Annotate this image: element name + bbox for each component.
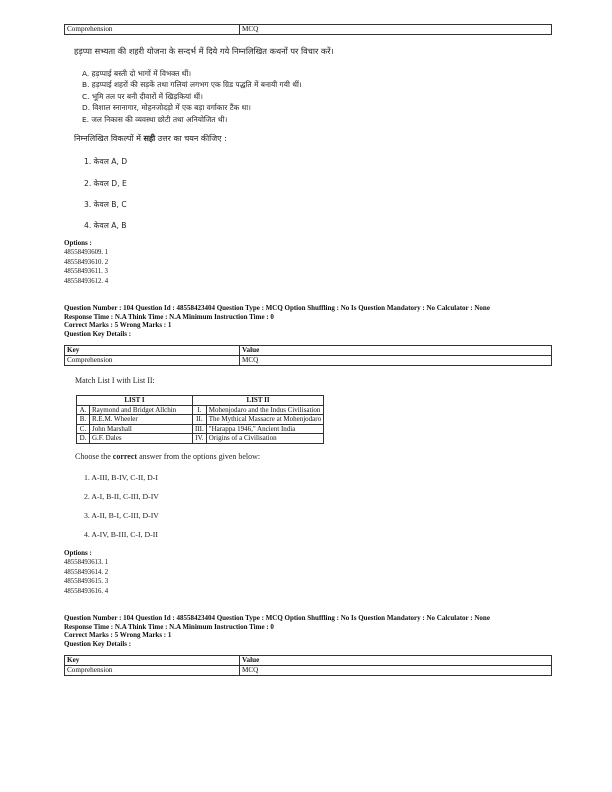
list-2-item: Mohenjodaro and the Indus Civilisation	[206, 405, 323, 415]
question-meta-2	[64, 304, 490, 338]
value-header: Value	[240, 346, 552, 356]
choice-1: 1. A-III, B-IV, C-II, D-I	[84, 473, 158, 482]
choice-2: 2. A-I, B-II, C-III, D-IV	[84, 492, 159, 501]
list-2-item: The Mythical Massacre at Mohenjodaro	[206, 415, 323, 425]
option-id: 48558493612. 4	[64, 277, 109, 285]
question-text-hindi: हड़प्पा सभ्यता की शहरी योजना के सन्दर्भ में दिये गये निम्नलिखित कथनों पर विचार करें।	[74, 46, 334, 56]
option-id: 48558493615. 3	[64, 578, 109, 586]
statement-d: D. विशाल स्नानागार, मोहनजोदड़ो में एक बड़ा वर्गाकार टैंक था।	[82, 103, 251, 113]
list-1-header: LIST I	[77, 396, 193, 406]
choice-2: 2. केवल D, E	[84, 179, 127, 188]
instruction-pre: Choose the	[75, 452, 113, 461]
option-id: 48558493609. 1	[64, 249, 109, 256]
list-1-item: G.F. Dales	[90, 434, 193, 444]
meta-line: Question Number : 104 Question Id : 48558423404 Question Type : MCQ Option Shuffling : No Is Question Mandatory : No Calculator : None	[64, 614, 490, 622]
choice-3: 3. A-II, B-I, C-III, D-IV	[84, 511, 159, 520]
match-list-table	[76, 395, 324, 444]
meta-line: Question Number : 104 Question Id : 48558423404 Question Type : MCQ Option Shuffling : No Is Question Mandatory : No Calculator : None	[64, 304, 490, 312]
key-header: Key	[65, 656, 240, 666]
key-cell: Comprehension	[65, 356, 240, 366]
list-1-item: Raymond and Bridget Allchin	[90, 405, 193, 415]
choose-instruction	[75, 452, 260, 461]
row-label: A.	[77, 405, 90, 415]
list-1-item: R.E.M. Wheeler	[90, 415, 193, 425]
meta-line: Correct Marks : 5 Wrong Marks : 1	[64, 631, 172, 640]
instruction-pre: निम्नलिखित विकल्पों में	[74, 134, 144, 143]
statement-e: E. जल निकास की व्यवस्था छोटी तथा अनियोजित थी।	[82, 114, 228, 124]
instruction-post: उत्तर का चयन कीजिए :	[155, 134, 227, 143]
choice-4: 4. केवल A, B	[84, 221, 127, 230]
choice-3: 3. केवल B, C	[84, 200, 127, 209]
key-cell: Comprehension	[65, 666, 240, 676]
instruction-post: answer from the options given below:	[137, 452, 261, 461]
list-1-item: John Marshall	[90, 424, 193, 434]
option-ids	[64, 558, 108, 596]
option-id: 48558493614. 2	[64, 568, 109, 576]
meta-line: Question Key Details :	[64, 639, 132, 648]
options-label: Options :	[64, 239, 92, 247]
value-cell: MCQ	[240, 356, 552, 366]
statement-list	[82, 68, 302, 125]
statement-c: C. भूमि तल पर बनी दीवारों में खिड़कियां थीं।	[82, 91, 203, 101]
value-cell: MCQ	[240, 25, 552, 35]
row-label: D.	[77, 434, 90, 444]
table-row	[77, 415, 324, 425]
option-id: 48558493610. 2	[64, 258, 109, 266]
instruction-hindi	[74, 133, 227, 144]
option-ids	[64, 248, 108, 286]
row-label: II.	[193, 415, 207, 425]
meta-line: Response Time : N.A Think Time : N.A Minimum Instruction Time : 0	[64, 622, 274, 631]
meta-line: Response Time : N.A Think Time : N.A Minimum Instruction Time : 0	[64, 312, 274, 321]
row-label: B.	[77, 415, 90, 425]
option-id: 48558493616. 4	[64, 587, 109, 595]
statement-b: B. हड़प्पाई शहरों की सड़कें तथा गलियां लगभग एक ग्रिड पद्धति में बनायी गयी थीं।	[82, 80, 302, 90]
question-meta-3	[64, 614, 490, 648]
row-label: C.	[77, 424, 90, 434]
list-2-item: Origins of a Civilisation	[206, 434, 323, 444]
table-row	[77, 405, 324, 415]
statement-a: A. हड़प्पाई बस्ती दो भागों में विभक्त थीं।	[82, 69, 192, 78]
key-details-table-1	[64, 24, 552, 35]
instruction-bold: सही	[143, 134, 156, 143]
table-row	[77, 424, 324, 434]
row-label: I.	[193, 405, 207, 415]
value-header: Value	[240, 656, 552, 666]
table-row	[77, 434, 324, 444]
key-details-table-3	[64, 655, 552, 676]
choice-4: 4. A-IV, B-III, C-I, D-II	[84, 530, 158, 539]
key-details-table-2	[64, 345, 552, 366]
list-2-header: LIST II	[193, 396, 324, 406]
choice-1: 1. केवल A, D	[84, 157, 128, 166]
meta-line: Question Key Details :	[64, 329, 132, 338]
row-label: III.	[193, 424, 207, 434]
key-cell: Comprehension	[65, 25, 240, 35]
instruction-bold: correct	[112, 452, 138, 461]
value-cell: MCQ	[240, 666, 552, 676]
meta-line: Correct Marks : 5 Wrong Marks : 1	[64, 321, 172, 330]
option-id: 48558493613. 1	[64, 559, 109, 566]
list-2-item: "Harappa 1946," Ancient India	[206, 424, 323, 434]
option-id: 48558493611. 3	[64, 268, 108, 276]
row-label: IV.	[193, 434, 207, 444]
key-header: Key	[65, 346, 240, 356]
match-title: Match List I with List II:	[75, 376, 155, 385]
options-label: Options :	[64, 549, 92, 557]
